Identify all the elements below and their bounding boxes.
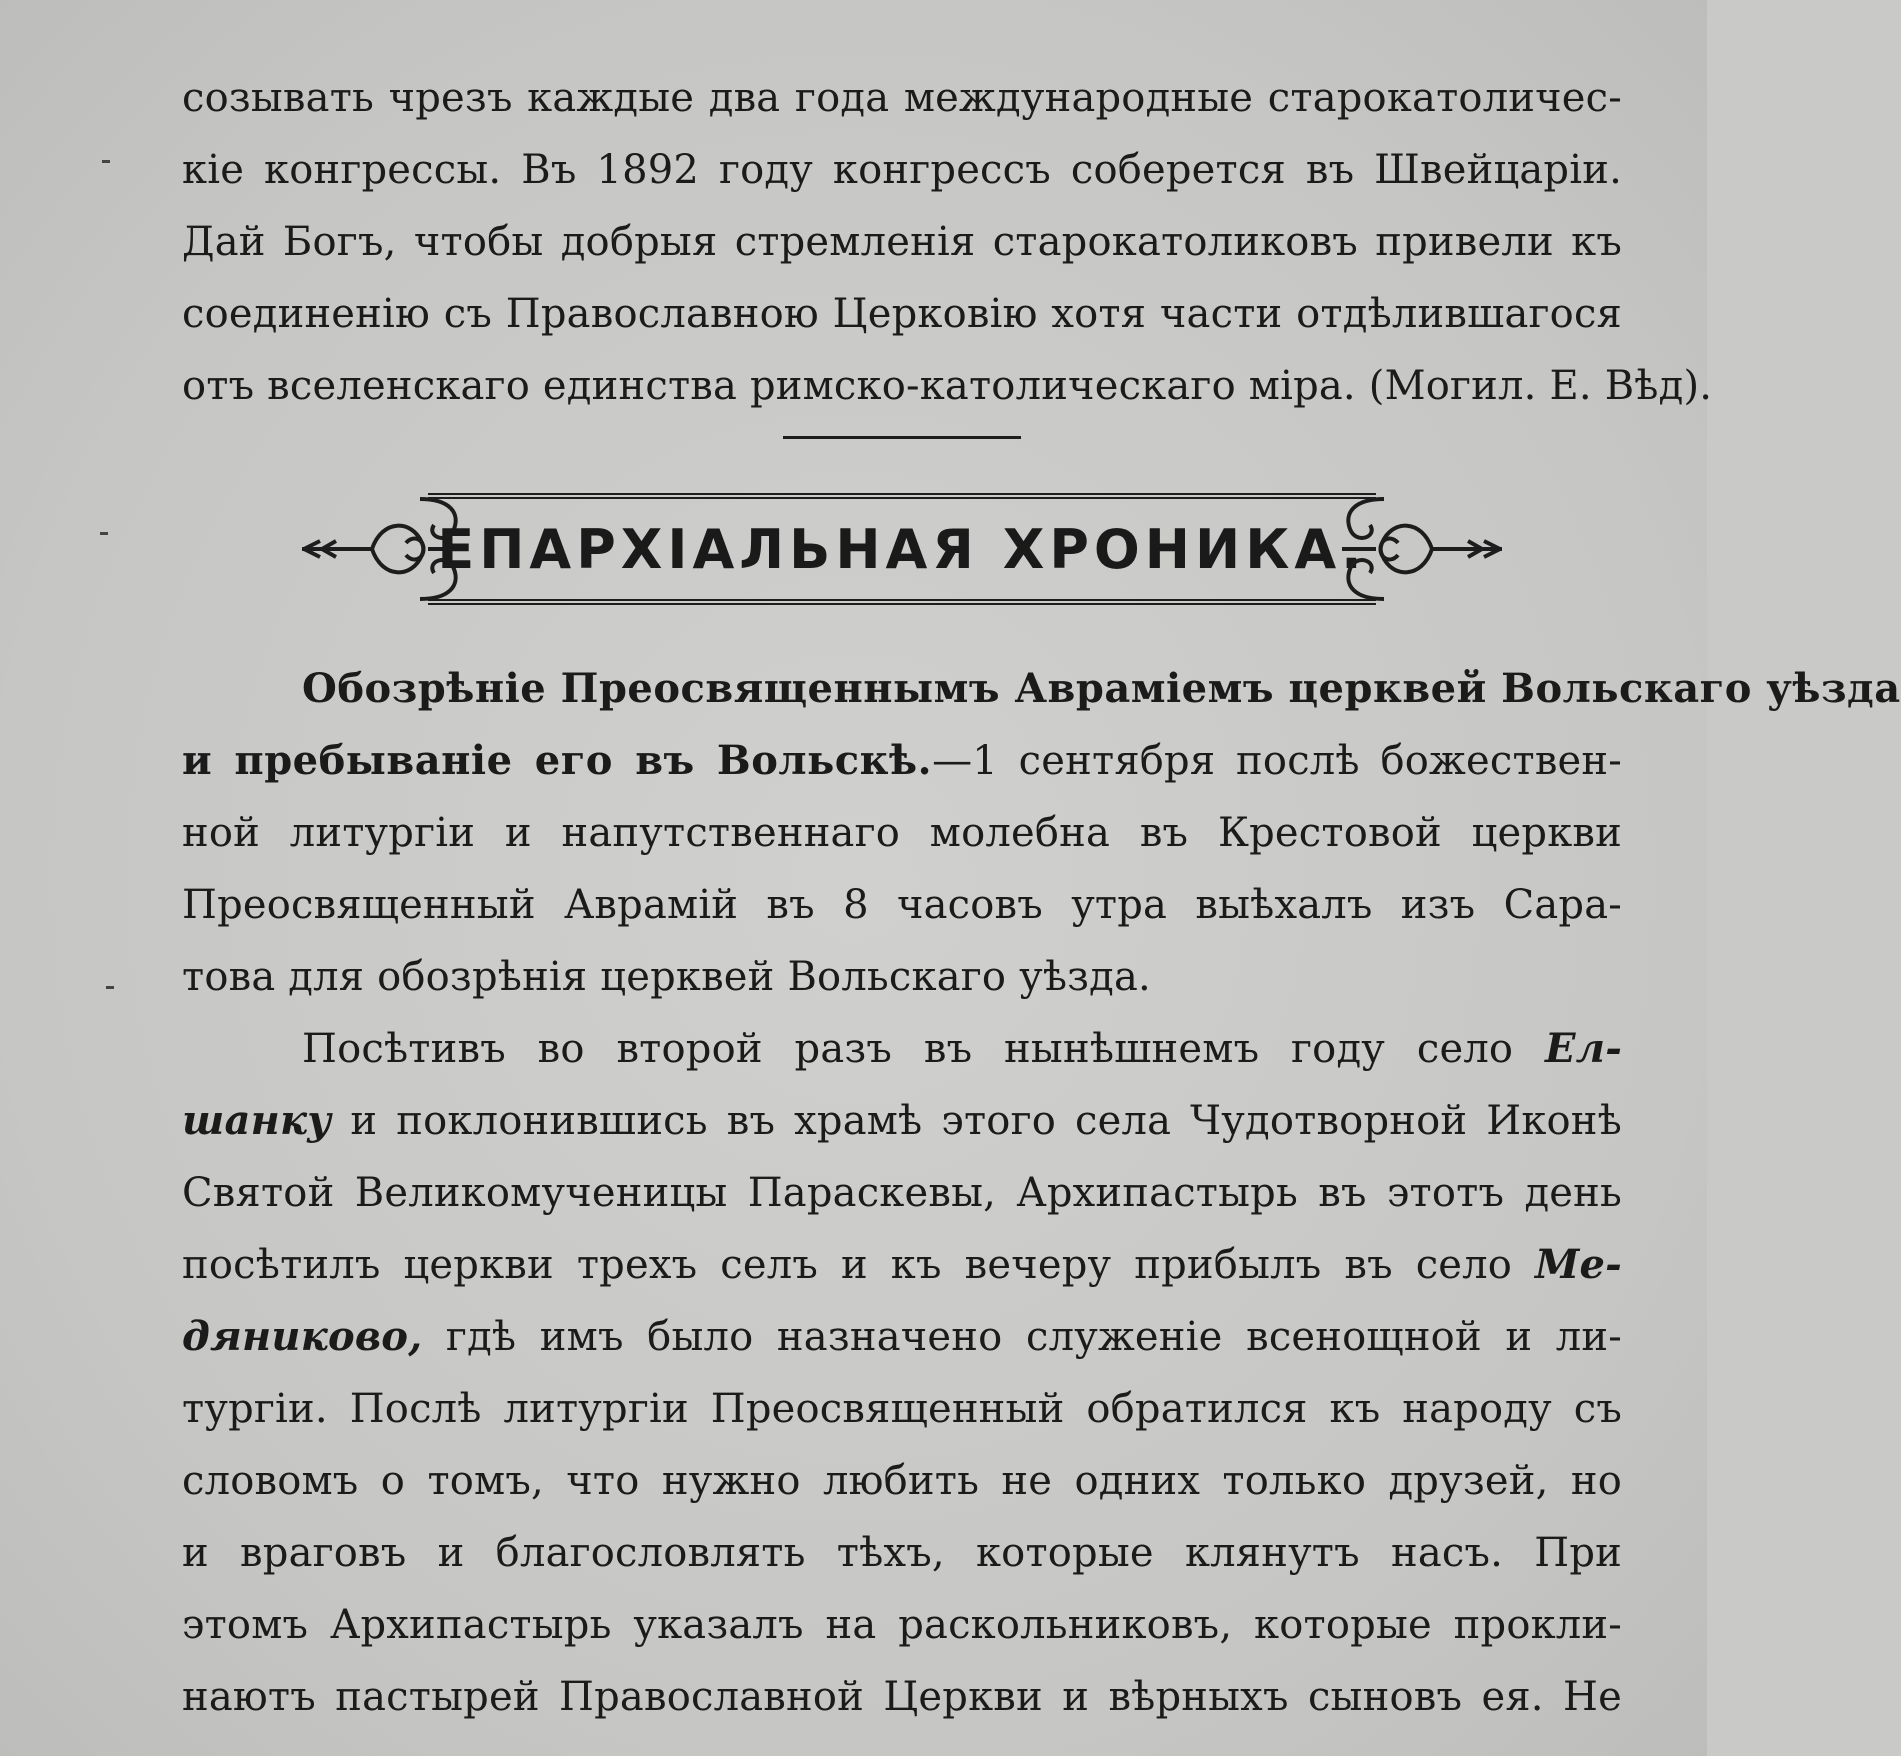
margin-mark: [100, 532, 108, 535]
margin-mark: [106, 986, 114, 989]
text-line: Святой Великомученицы Параскевы, Архипастырь въ этотъ день: [182, 1170, 1622, 1216]
place-name: Ме-: [1535, 1241, 1622, 1288]
text-line: [182, 1085, 1622, 1157]
separator-rule: [783, 436, 1021, 439]
text-line: словомъ о томъ, что нужно любить не одних только друзей, но: [182, 1458, 1622, 1504]
text-span: —1 сентября послѣ божествен-: [932, 738, 1623, 784]
text-span: посѣтилъ церкви трехъ селъ и къ вечеру прибылъ въ село: [182, 1242, 1513, 1288]
text-line: кіе конгрессы. Въ 1892 году конгрессъ соберется въ Швейцаріи.: [182, 147, 1622, 193]
section-header: [182, 483, 1622, 615]
section-title: ЕПАРХІАЛЬНАЯ ХРОНИКА.: [437, 517, 1367, 581]
text-span: гдѣ имъ было назначено служеніе всенощной и ли-: [445, 1314, 1622, 1360]
text-line: наютъ пастырей Православной Церкви и вѣрныхъ сыновъ ея. Не: [182, 1674, 1622, 1720]
text-line: Дай Богъ, чтобы добрыя стремленія старокатоликовъ привели къ: [182, 219, 1622, 265]
text-line: этомъ Архипастырь указалъ на раскольниковъ, которые прокли-: [182, 1602, 1622, 1648]
paragraph-heading: и пребываніе его въ Вольскѣ.: [182, 737, 933, 784]
text-line: созывать чрезъ каждые два года международные старокатоличес-: [182, 75, 1622, 121]
text-line: [182, 653, 1901, 725]
text-line: тургіи. Послѣ литургіи Преосвященный обратился къ народу съ: [182, 1386, 1622, 1432]
text-line: [182, 1301, 1622, 1373]
top-paragraph: [182, 62, 1713, 422]
paragraph-2: [182, 1013, 1622, 1733]
ornament-flourish-icon: [1242, 489, 1502, 609]
margin-mark: [102, 160, 110, 163]
header-frame: [428, 493, 1376, 605]
text-line: ной литургіи и напутственнаго молебна въ Крестовой церкви: [182, 810, 1622, 856]
text-line: [182, 725, 1622, 797]
text-line: [182, 1013, 1622, 1085]
place-name: шанку: [182, 1097, 332, 1144]
paragraph-1: [182, 653, 1901, 1013]
place-name: дяниково,: [182, 1313, 423, 1360]
text-line: Преосвященный Аврамій въ 8 часовъ утра выѣхалъ изъ Сара-: [182, 882, 1622, 928]
text-span: Посѣтивъ во второй разъ въ нынѣшнемъ году село: [302, 1026, 1514, 1072]
text-line: това для обозрѣнія церквей Вольскаго уѣзда.: [182, 954, 1151, 1000]
text-span: и поклонившись въ храмѣ этого села Чудотворной Иконѣ: [350, 1098, 1622, 1144]
text-line: отъ вселенскаго единства римско-католическаго міра. (Могил. Е. Вѣд).: [182, 363, 1713, 409]
place-name: Ел-: [1545, 1025, 1622, 1072]
text-column: [182, 62, 1901, 1733]
text-line: и враговъ и благословлять тѣхъ, которые клянутъ насъ. При: [182, 1530, 1622, 1576]
paragraph-heading: Обозрѣніе Преосвященнымъ Авраміемъ церквей Вольскаго уѣзда: [302, 665, 1901, 712]
text-line: соединенію съ Православною Церковію хотя части отдѣлившагося: [182, 291, 1622, 337]
text-line: [182, 1229, 1622, 1301]
